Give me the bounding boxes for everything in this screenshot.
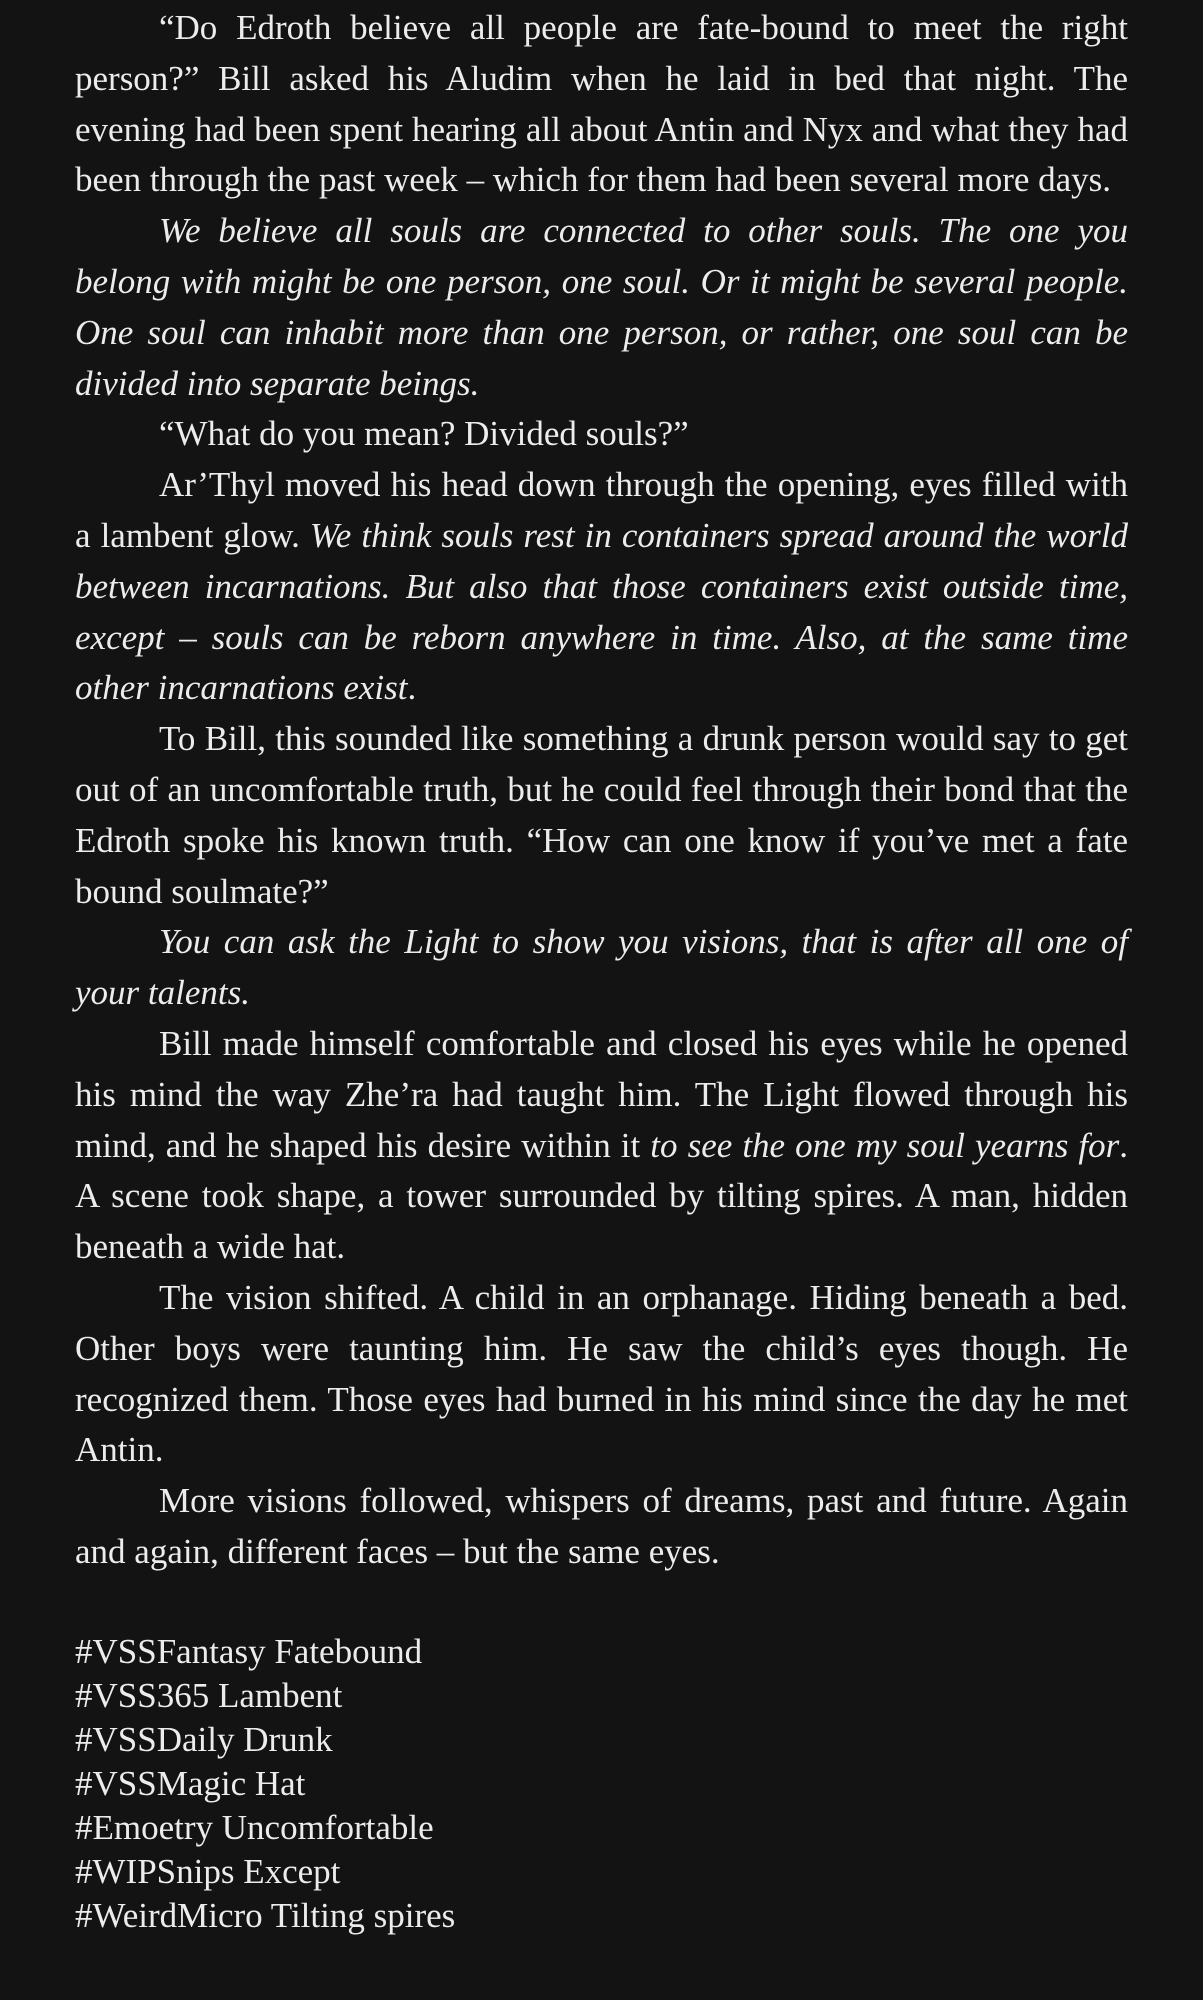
hashtag-list (75, 1630, 1128, 1938)
story-paragraph (75, 206, 1128, 409)
story-body (75, 3, 1128, 1578)
story-paragraph (75, 460, 1128, 714)
text-segment: Bill made himself comfortable and closed his eyes while he opened his mind the way Zhe’ra had taught him. The Light flowed through his mind, and he shaped his desire within it (75, 1023, 1128, 1165)
text-segment: “What do you mean? Divided souls?” (159, 414, 689, 454)
hashtag: #VSSFantasy Fatebound (75, 1631, 423, 1671)
hashtag: #VSS365 Lambent (75, 1675, 343, 1715)
italic-text-segment: You can ask the Light to show you visions, that is after all one of your talents. (75, 922, 1128, 1013)
italic-text-segment: to see the one my soul yearns for (650, 1125, 1120, 1165)
text-segment: To Bill, this sounded like something a drunk person would say to get out of an uncomfortable truth, but he could feel through their bond that the Edroth spoke his known truth. “How can one know if you’ve met a fate bound soulmate?” (75, 719, 1128, 911)
text-segment: . (407, 668, 417, 708)
hashtag: #WIPSnips Except (75, 1851, 341, 1891)
hashtag: #WeirdMicro Tilting spires (75, 1895, 456, 1935)
story-paragraph (75, 1476, 1128, 1578)
italic-text-segment: We think souls rest in containers spread around the world between incarnations. But also that those containers exist outside time, except – souls can be reborn anywhere in time. Also, at the same time other incarnations exist (75, 515, 1128, 708)
hashtag: #Emoetry Uncomfortable (75, 1807, 434, 1847)
story-paragraph (75, 409, 1128, 460)
story-paragraph (75, 917, 1128, 1019)
text-segment: . A scene took shape, a tower surrounded by tilting spires. A man, hidden beneath a wide hat. (75, 1125, 1128, 1267)
story-paragraph (75, 714, 1128, 917)
text-segment: Ar’Thyl moved his head down through the opening, eyes filled with a lambent glow. (75, 465, 1128, 555)
hashtag: #VSSMagic Hat (75, 1763, 306, 1803)
story-paragraph (75, 3, 1128, 206)
hashtag: #VSSDaily Drunk (75, 1719, 333, 1759)
text-segment: “Do Edroth believe all people are fate-bound to meet the right person?” Bill asked his Aludim when he laid in bed that night. The evening had been spent hearing all about Antin and Nyx and what they had been through the past week – which for them had been several more days. (75, 8, 1128, 200)
italic-text-segment: We believe all souls are connected to other souls. The one you belong with might be one person, one soul. Or it might be several people. One soul can inhabit more than one person, or rather, one soul can be divided into separate beings. (75, 211, 1128, 403)
story-paragraph (75, 1273, 1128, 1476)
text-segment: More visions followed, whispers of dreams, past and future. Again and again, different faces – but the same eyes. (75, 1481, 1128, 1571)
text-segment: The vision shifted. A child in an orphanage. Hiding beneath a bed. Other boys were taunting him. He saw the child’s eyes though. He recognized them. Those eyes had burned in his mind since the day he met Antin. (75, 1277, 1128, 1470)
story-paragraph (75, 1019, 1128, 1273)
story-text (75, 3, 1128, 1938)
